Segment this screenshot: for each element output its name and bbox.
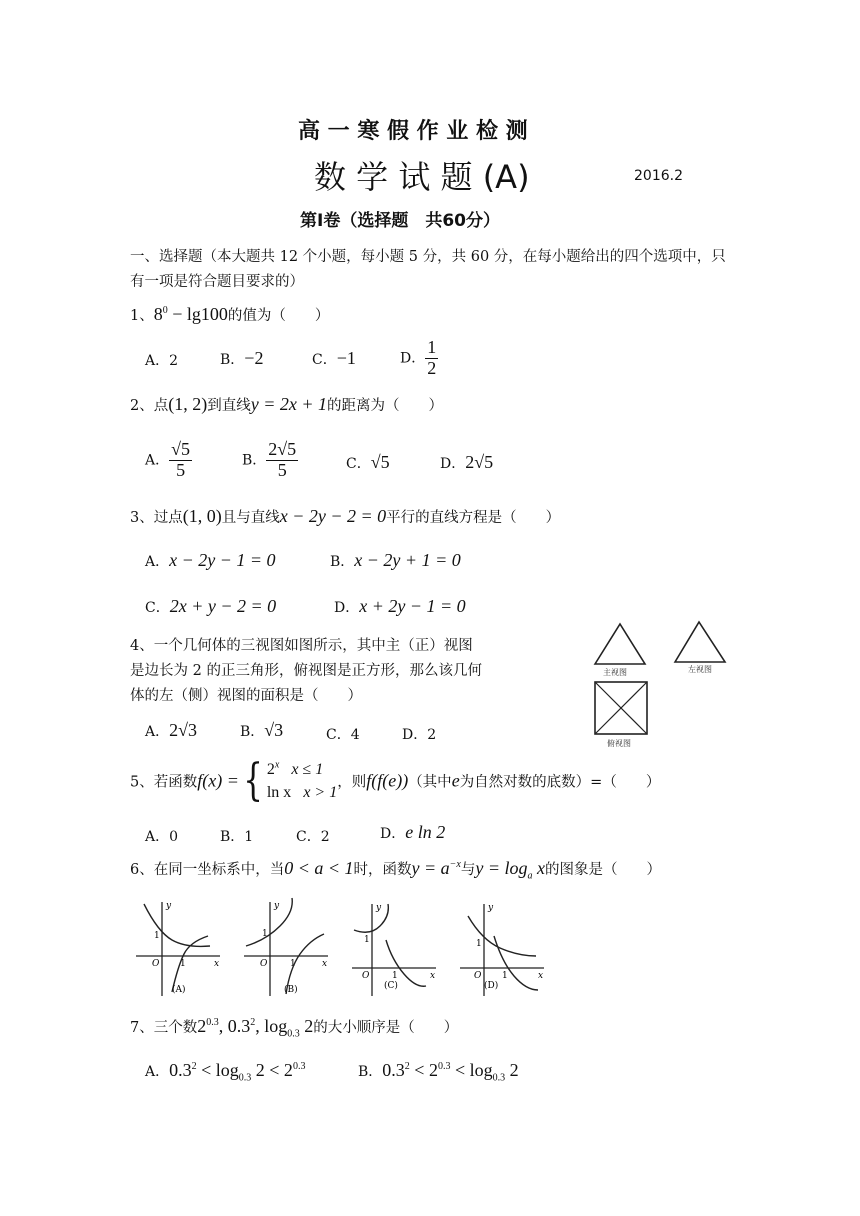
q2-option-c: C．√5 [346, 452, 390, 472]
svg-text:1: 1 [262, 929, 268, 939]
question-2: 2、点(1, 2)到直线y = 2x + 1的距离为（ ） [130, 394, 444, 414]
svg-text:1: 1 [502, 971, 508, 981]
q6-graphs [132, 896, 552, 1000]
svg-text:1: 1 [392, 971, 398, 981]
svg-text:O: O [152, 959, 160, 969]
q3-option-b: B．x − 2y + 1 = 0 [330, 550, 461, 570]
front-view-triangle [595, 624, 645, 664]
graph-a [136, 901, 220, 996]
q4-option-c: C．4 [326, 727, 360, 743]
q1-option-b: B．−2 [220, 348, 264, 368]
side-view-triangle [675, 622, 725, 662]
exam-title: 数 学 试 题 (A) [314, 158, 530, 196]
q3-option-d: D．x + 2y − 1 = 0 [334, 596, 466, 616]
svg-text:O: O [474, 971, 482, 981]
graph-d [460, 903, 544, 996]
q2-option-b: B． $\frac{2√5}{5}$ [242, 439, 297, 480]
svg-text:1: 1 [290, 959, 296, 969]
section-title: 第Ⅰ卷（选择题 共60分） [300, 211, 500, 231]
svg-text:x: x [430, 971, 436, 981]
svg-text:1: 1 [364, 935, 370, 945]
question-4-line2: 是边长为 2 的正三角形，俯视图是正方形，那么该几何 [130, 663, 482, 679]
q2-option-a: A． $\frac{√5}{5}$ [145, 439, 191, 480]
q1-option-d: D． $\frac{1}{2}$ [400, 337, 437, 378]
q5-option-b: B．1 [220, 829, 254, 845]
q1-option-a: A．2 [145, 353, 179, 369]
svg-text:(A): (A) [172, 985, 186, 995]
svg-text:y: y [274, 901, 280, 911]
exam-date: 2016.2 [634, 168, 683, 184]
svg-text:y: y [488, 903, 494, 913]
q1-option-c: C．−1 [312, 348, 356, 368]
svg-text:x: x [322, 959, 328, 969]
q2-option-d: D．2√5 [440, 452, 494, 472]
top-view-label: 俯视图 [607, 739, 631, 748]
graph-c [352, 903, 436, 996]
question-3: 3、过点(1, 0)且与直线x − 2y − 2 = 0平行的直线方程是（ ） [130, 506, 561, 526]
question-1: 1、$8^0 - \lg 100$的值为（ ） [130, 304, 330, 324]
instructions-line2: 有一项是符合题目要求的） [130, 274, 304, 290]
exam-subtitle: 高 一 寒 假 作 业 检 测 [298, 119, 528, 144]
svg-text:1: 1 [154, 931, 160, 941]
front-view-label: 主视图 [603, 668, 627, 677]
question-5: 5、若函数f(x) ={ 2$^x$ x ≤ 1 ln x x > 1，则f(f(e))（其中e为自然对数的底数）=（ ） [130, 755, 661, 807]
instructions-line1: 一、选择题（本大题共 12 个小题，每小题 5 分，共 60 分，在每小题给出的四个选项中，只 [130, 249, 726, 265]
side-view-label: 左视图 [688, 665, 712, 674]
svg-text:x: x [538, 971, 544, 981]
svg-text:1: 1 [476, 939, 482, 949]
q7-option-b: B．$0.3^2 < 2^{0.3} < \log_{0.3} 2$ [358, 1060, 519, 1084]
svg-text:O: O [260, 959, 268, 969]
q4-option-b: B．√3 [240, 720, 284, 740]
q3-option-a: A．x − 2y − 1 = 0 [145, 550, 276, 570]
q4-option-d: D．2 [402, 727, 437, 743]
svg-text:O: O [362, 971, 370, 981]
q7-option-a: A．$0.3^2 < \log_{0.3} 2 < 2^{0.3}$ [145, 1060, 306, 1084]
three-view-figure [585, 620, 745, 755]
question-4-line3: 体的左（侧）视图的面积是（ ） [130, 688, 362, 704]
q4-option-a: A．2√3 [145, 720, 198, 740]
q5-option-d: D．e ln 2 [380, 822, 446, 842]
question-4-line1: 4、一个几何体的三视图如图所示，其中主（正）视图 [130, 638, 473, 654]
svg-text:1: 1 [180, 959, 186, 969]
svg-text:y: y [166, 901, 172, 911]
question-7: 7、三个数$2^{0.3}$, $0.3^2$, $\log_{0.3} 2$的大小顺序是（ ） [130, 1016, 459, 1040]
svg-text:(B): (B) [284, 985, 298, 995]
q5-option-a: A．0 [145, 829, 179, 845]
graph-b [244, 898, 328, 996]
svg-text:(D): (D) [484, 981, 499, 991]
q3-option-c: C．2x + y − 2 = 0 [145, 596, 277, 616]
svg-text:x: x [214, 959, 220, 969]
question-6: 6、在同一坐标系中，当0 < a < 1时，函数$y = a^{-x}$与$y = \log_a x$的图象是（ ） [130, 858, 661, 882]
svg-text:(C): (C) [384, 981, 398, 991]
q5-option-c: C．2 [296, 829, 330, 845]
svg-text:y: y [376, 903, 382, 913]
